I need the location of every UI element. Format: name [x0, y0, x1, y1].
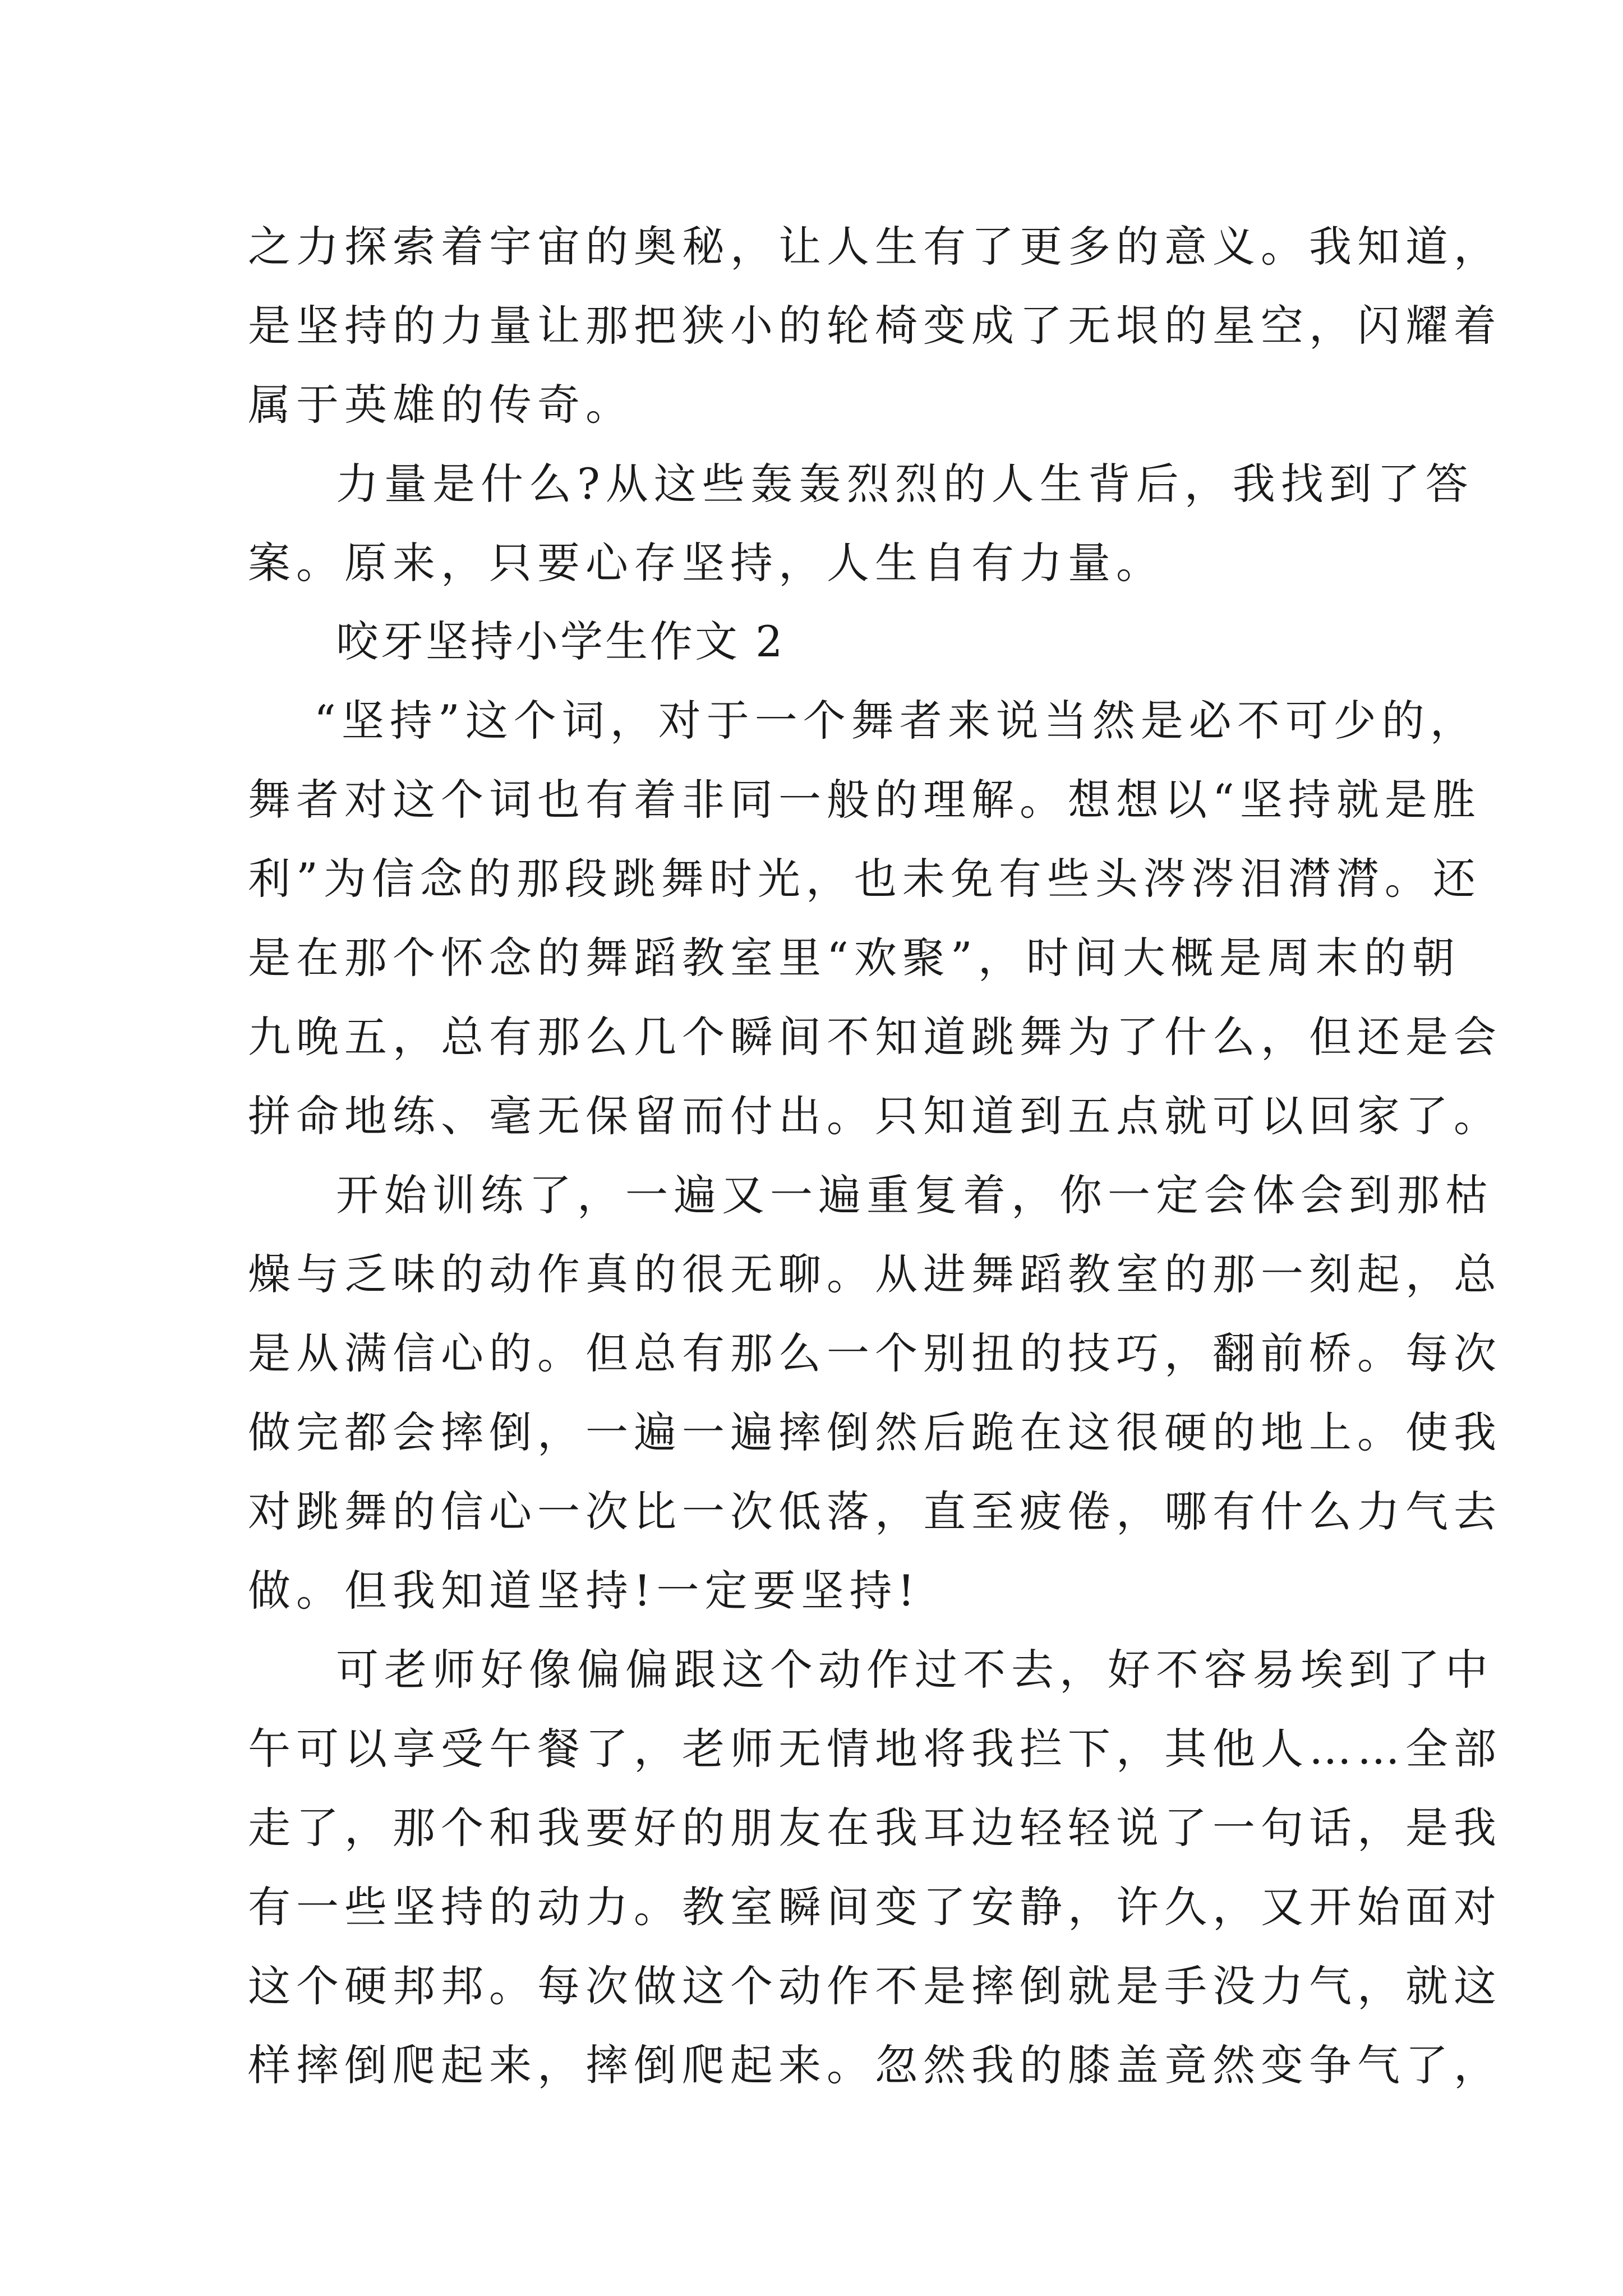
paragraph-start: 力量是什么?从这些轰轰烈烈的人生背后，我找到了答: [336, 459, 1474, 509]
text-line: 之力探索着宇宙的奥秘，让人生有了更多的意义。我知道，: [248, 222, 1502, 272]
paragraph-start: 开始训练了，一遍又一遍重复着，你一定会体会到那枯: [336, 1170, 1493, 1220]
text-line: 利”为信念的那段跳舞时光，也未免有些头涔涔泪潸潸。还: [248, 854, 1481, 904]
text-line: 午可以享受午餐了，老师无情地将我拦下，其他人……全部: [248, 1724, 1502, 1774]
section-heading: 咬牙坚持小学生作文 2: [336, 616, 785, 666]
text-line: 九晚五，总有那么几个瞬间不知道跳舞为了什么，但还是会: [248, 1012, 1502, 1062]
text-line: 燥与乏味的动作真的很无聊。从进舞蹈教室的那一刻起，总: [248, 1249, 1502, 1299]
text-line: 对跳舞的信心一次比一次低落，直至疲倦，哪有什么力气去: [248, 1487, 1502, 1536]
text-line: 这个硬邦邦。每次做这个动作不是摔倒就是手没力气，就这: [248, 1961, 1502, 2011]
text-line: 是坚持的力量让那把狭小的轮椅变成了无垠的星空，闪耀着: [248, 301, 1502, 351]
text-line: 是从满信心的。但总有那么一个别扭的技巧，翻前桥。每次: [248, 1328, 1502, 1378]
text-line: 样摔倒爬起来，摔倒爬起来。忽然我的膝盖竟然变争气了，: [248, 2040, 1502, 2090]
text-line: 做完都会摔倒，一遍一遍摔倒然后跪在这很硬的地上。使我: [248, 1407, 1502, 1457]
text-line: 拼命地练、毫无保留而付出。只知道到五点就可以回家了。: [248, 1091, 1502, 1141]
paragraph-start: 可老师好像偏偏跟这个动作过不去，好不容易埃到了中: [336, 1645, 1493, 1695]
text-line: 有一些坚持的动力。教室瞬间变了安静，许久，又开始面对: [248, 1882, 1502, 1932]
text-line: 是在那个怀念的舞蹈教室里“欢聚”，时间大概是周末的朝: [248, 933, 1460, 983]
text-line: 案。原来，只要心存坚持，人生自有力量。: [248, 538, 1164, 588]
paragraph-start: “坚持”这个词，对于一个舞者来说当然是必不可少的，: [314, 696, 1478, 746]
text-line: 走了，那个和我要好的朋友在我耳边轻轻说了一句话，是我: [248, 1803, 1502, 1853]
text-line: 属于英雄的传奇。: [248, 380, 634, 430]
text-line: 做。但我知道坚持!一定要坚持!: [248, 1566, 921, 1616]
text-line: 舞者对这个词也有着非同一般的理解。想想以“坚持就是胜: [248, 775, 1481, 825]
